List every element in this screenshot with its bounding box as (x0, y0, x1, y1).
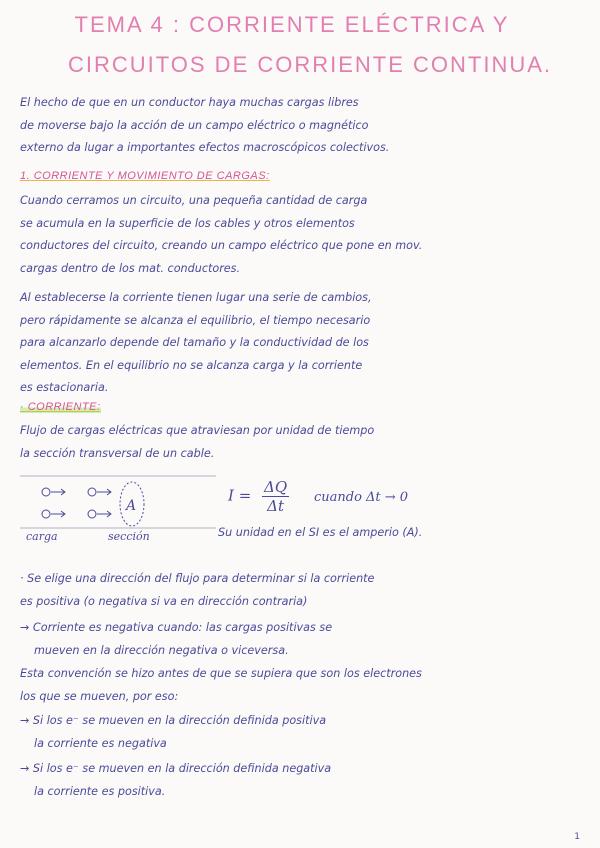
text-line: la sección transversal de un cable. (20, 446, 215, 460)
text-line: los que se mueven, por eso: (20, 689, 179, 703)
corriente-definition (20, 420, 580, 465)
text-line: elementos. En el equilibrio no se alcanza carga y la corriente (20, 358, 363, 372)
text-line: la corriente es negativa (34, 736, 167, 750)
text-line: → Corriente es negativa cuando: las cargas positivas se (20, 621, 333, 634)
formula-fraction (262, 478, 289, 515)
text-line: la corriente es positiva. (34, 784, 166, 798)
intro-line: externo da lugar a importantes efectos macroscópicos colectivos. (20, 141, 390, 154)
formula-lhs: I = (228, 486, 252, 505)
title-line-1: TEMA 4 : CORRIENTE ELÉCTRICA Y (74, 12, 510, 37)
intro-line: El hecho de que en un conductor haya muchas cargas libres (20, 96, 359, 109)
intro-paragraph (20, 92, 580, 160)
text-line: · Se elige una dirección del flujo para determinar si la corriente (20, 572, 375, 585)
title-line-2: CIRCUITOS DE CORRIENTE CONTINUA. (67, 52, 553, 77)
text-line: se acumula en la superficie de los cables y otros elementos (20, 216, 355, 230)
electron-case-2 (20, 758, 580, 803)
text-line: mueven en la dirección negativa o viceversa. (34, 643, 289, 657)
text-line: pero rápidamente se alcanza el equilibrio, el tiempo necesario (20, 313, 371, 327)
formula-numerator: ΔQ (264, 478, 288, 496)
section-1-heading: 1. CORRIENTE Y MOVIMIENTO DE CARGAS: (20, 170, 270, 182)
section-1-paragraph-1 (20, 190, 580, 280)
current-formula (228, 478, 408, 515)
direction-note (20, 568, 580, 613)
section-area-label: A (126, 498, 137, 514)
text-line: Flujo de cargas eléctricas que atraviesan por unidad de tiempo (20, 424, 375, 437)
formula-condition: cuando Δt → 0 (313, 489, 409, 505)
text-line: conductores del circuito, creando un campo eléctrico que pone en mov. (20, 239, 423, 252)
page-number: 1 (574, 832, 580, 842)
unit-sentence: Su unidad en el SI es el amperio (A). (218, 526, 423, 539)
text-line: Cuando cerramos un circuito, una pequeña cantidad de carga (20, 194, 368, 207)
corriente-heading: · CORRIENTE: (20, 401, 101, 413)
formula-denominator: Δt (267, 497, 285, 515)
text-line: Esta convención se hizo antes de que se supiera que son los electrones (20, 667, 422, 680)
current-diagram (16, 470, 236, 550)
section-label: sección (108, 530, 150, 543)
text-line: para alcanzarlo depende del tamaño y la conductividad de los (20, 336, 369, 349)
electron-case-1 (20, 710, 580, 755)
convention-note (20, 663, 580, 708)
text-line: Al establecerse la corriente tienen lugar una serie de cambios, (20, 291, 372, 304)
text-line: → Si los e⁻ se mueven en la dirección definida positiva (20, 714, 327, 727)
intro-line: de moverse bajo la acción de un campo eléctrico o magnético (20, 118, 369, 132)
negative-current-note (20, 617, 580, 662)
text-line: es positiva (o negativa si va en dirección contraria) (20, 594, 308, 608)
text-line: es estacionaria. (20, 381, 109, 394)
section-1-paragraph-2 (20, 287, 580, 400)
text-line: cargas dentro de los mat. conductores. (20, 261, 241, 275)
text-line: → Si los e⁻ se mueven en la dirección definida negativa (20, 762, 332, 775)
charge-label: carga (26, 530, 58, 543)
